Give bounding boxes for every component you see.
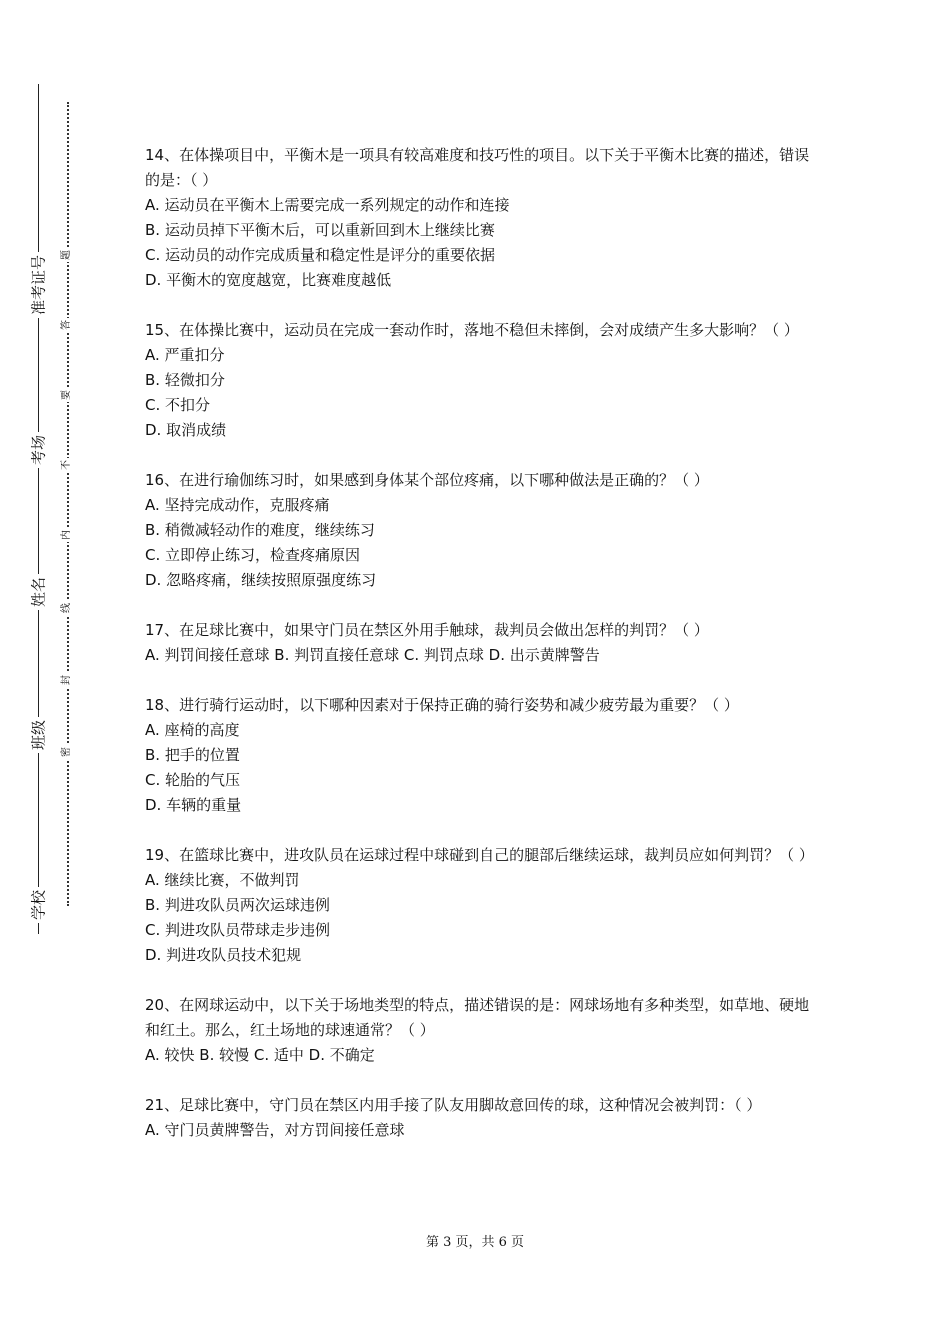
option-a: A. 严重扣分 (145, 346, 225, 364)
seal-char: 内 (61, 530, 72, 540)
option-line: A. 较快 B. 较慢 C. 适中 D. 不确定 (145, 1046, 375, 1064)
name-label: 姓名 (28, 574, 49, 610)
option-b: B. 把手的位置 (145, 746, 240, 764)
seal-char: 密 (61, 747, 72, 757)
question-19 (145, 843, 813, 968)
page-number-footer: 第 3 页，共 6 页 (425, 1235, 525, 1250)
seal-char: 答 (61, 320, 72, 330)
question-15 (145, 318, 813, 443)
binding-solid-line (38, 84, 39, 934)
question-stem: 21、足球比赛中，守门员在禁区内用手接了队友用脚故意回传的球，这种情况会被判罚：（ ） (145, 1096, 762, 1114)
option-d: D. 平衡木的宽度越宽，比赛难度越低 (145, 271, 392, 289)
question-20 (145, 993, 813, 1068)
option-c: C. 运动员的动作完成质量和稳定性是评分的重要依据 (145, 246, 496, 264)
option-line: A. 判罚间接任意球 B. 判罚直接任意球 C. 判罚点球 D. 出示黄牌警告 (145, 646, 600, 664)
option-b: B. 稍微减轻动作的难度，继续练习 (145, 521, 375, 539)
option-a: A. 运动员在平衡木上需要完成一系列规定的动作和连接 (145, 196, 510, 214)
option-c: C. 不扣分 (145, 396, 211, 414)
exam-room-label: 考场 (28, 432, 49, 468)
question-stem: 15、在体操比赛中，运动员在完成一套动作时，落地不稳但未摔倒，会对成绩产生多大影响？（ ） (145, 321, 799, 339)
question-stem: 14、在体操项目中，平衡木是一项具有较高难度和技巧性的项目。以下关于平衡木比赛的描述，错误的是：（ ） (145, 146, 810, 189)
option-d: D. 判进攻队员技术犯规 (145, 946, 302, 964)
exam-number-label: 准考证号 (28, 252, 49, 318)
option-c: C. 轮胎的气压 (145, 771, 241, 789)
question-stem: 18、进行骑行运动时，以下哪种因素对于保持正确的骑行姿势和减少疲劳最为重要？（ ） (145, 696, 739, 714)
option-c: C. 判进攻队员带球走步违例 (145, 921, 331, 939)
seal-char: 线 (61, 603, 72, 613)
option-b: B. 判进攻队员两次运球违例 (145, 896, 330, 914)
school-label: 学校 (28, 887, 49, 923)
option-d: D. 忽略疼痛，继续按照原强度练习 (145, 571, 377, 589)
option-a: A. 坚持完成动作，克服疼痛 (145, 496, 330, 514)
option-a: A. 继续比赛，不做判罚 (145, 871, 300, 889)
question-stem: 17、在足球比赛中，如果守门员在禁区外用手触球，裁判员会做出怎样的判罚？（ ） (145, 621, 709, 639)
question-14 (145, 143, 813, 293)
option-d: D. 取消成绩 (145, 421, 227, 439)
option-a: A. 守门员黄牌警告，对方罚间接任意球 (145, 1121, 405, 1139)
binding-dotted-line (67, 102, 69, 906)
question-16 (145, 468, 813, 593)
question-stem: 16、在进行瑜伽练习时，如果感到身体某个部位疼痛，以下哪种做法是正确的？（ ） (145, 471, 709, 489)
seal-char: 要 (61, 390, 72, 400)
option-a: A. 座椅的高度 (145, 721, 240, 739)
option-b: B. 轻微扣分 (145, 371, 225, 389)
question-stem: 19、在篮球比赛中，进攻队员在运球过程中球碰到自己的腿部后继续运球，裁判员应如何判罚？（ ） (145, 846, 814, 864)
class-label: 班级 (28, 717, 49, 753)
seal-char: 题 (61, 250, 72, 260)
question-18 (145, 693, 813, 818)
question-17 (145, 618, 813, 668)
question-21 (145, 1093, 813, 1143)
question-stem: 20、在网球运动中，以下关于场地类型的特点，描述错误的是：网球场地有多种类型，如草地、硬地和红土。那么，红土场地的球速通常？（ ） (145, 996, 810, 1039)
option-d: D. 车辆的重量 (145, 796, 242, 814)
question-list (145, 143, 813, 1168)
option-c: C. 立即停止练习，检查疼痛原因 (145, 546, 361, 564)
seal-char: 不 (61, 460, 72, 470)
seal-char: 封 (61, 675, 72, 685)
option-b: B. 运动员掉下平衡木后，可以重新回到木上继续比赛 (145, 221, 495, 239)
